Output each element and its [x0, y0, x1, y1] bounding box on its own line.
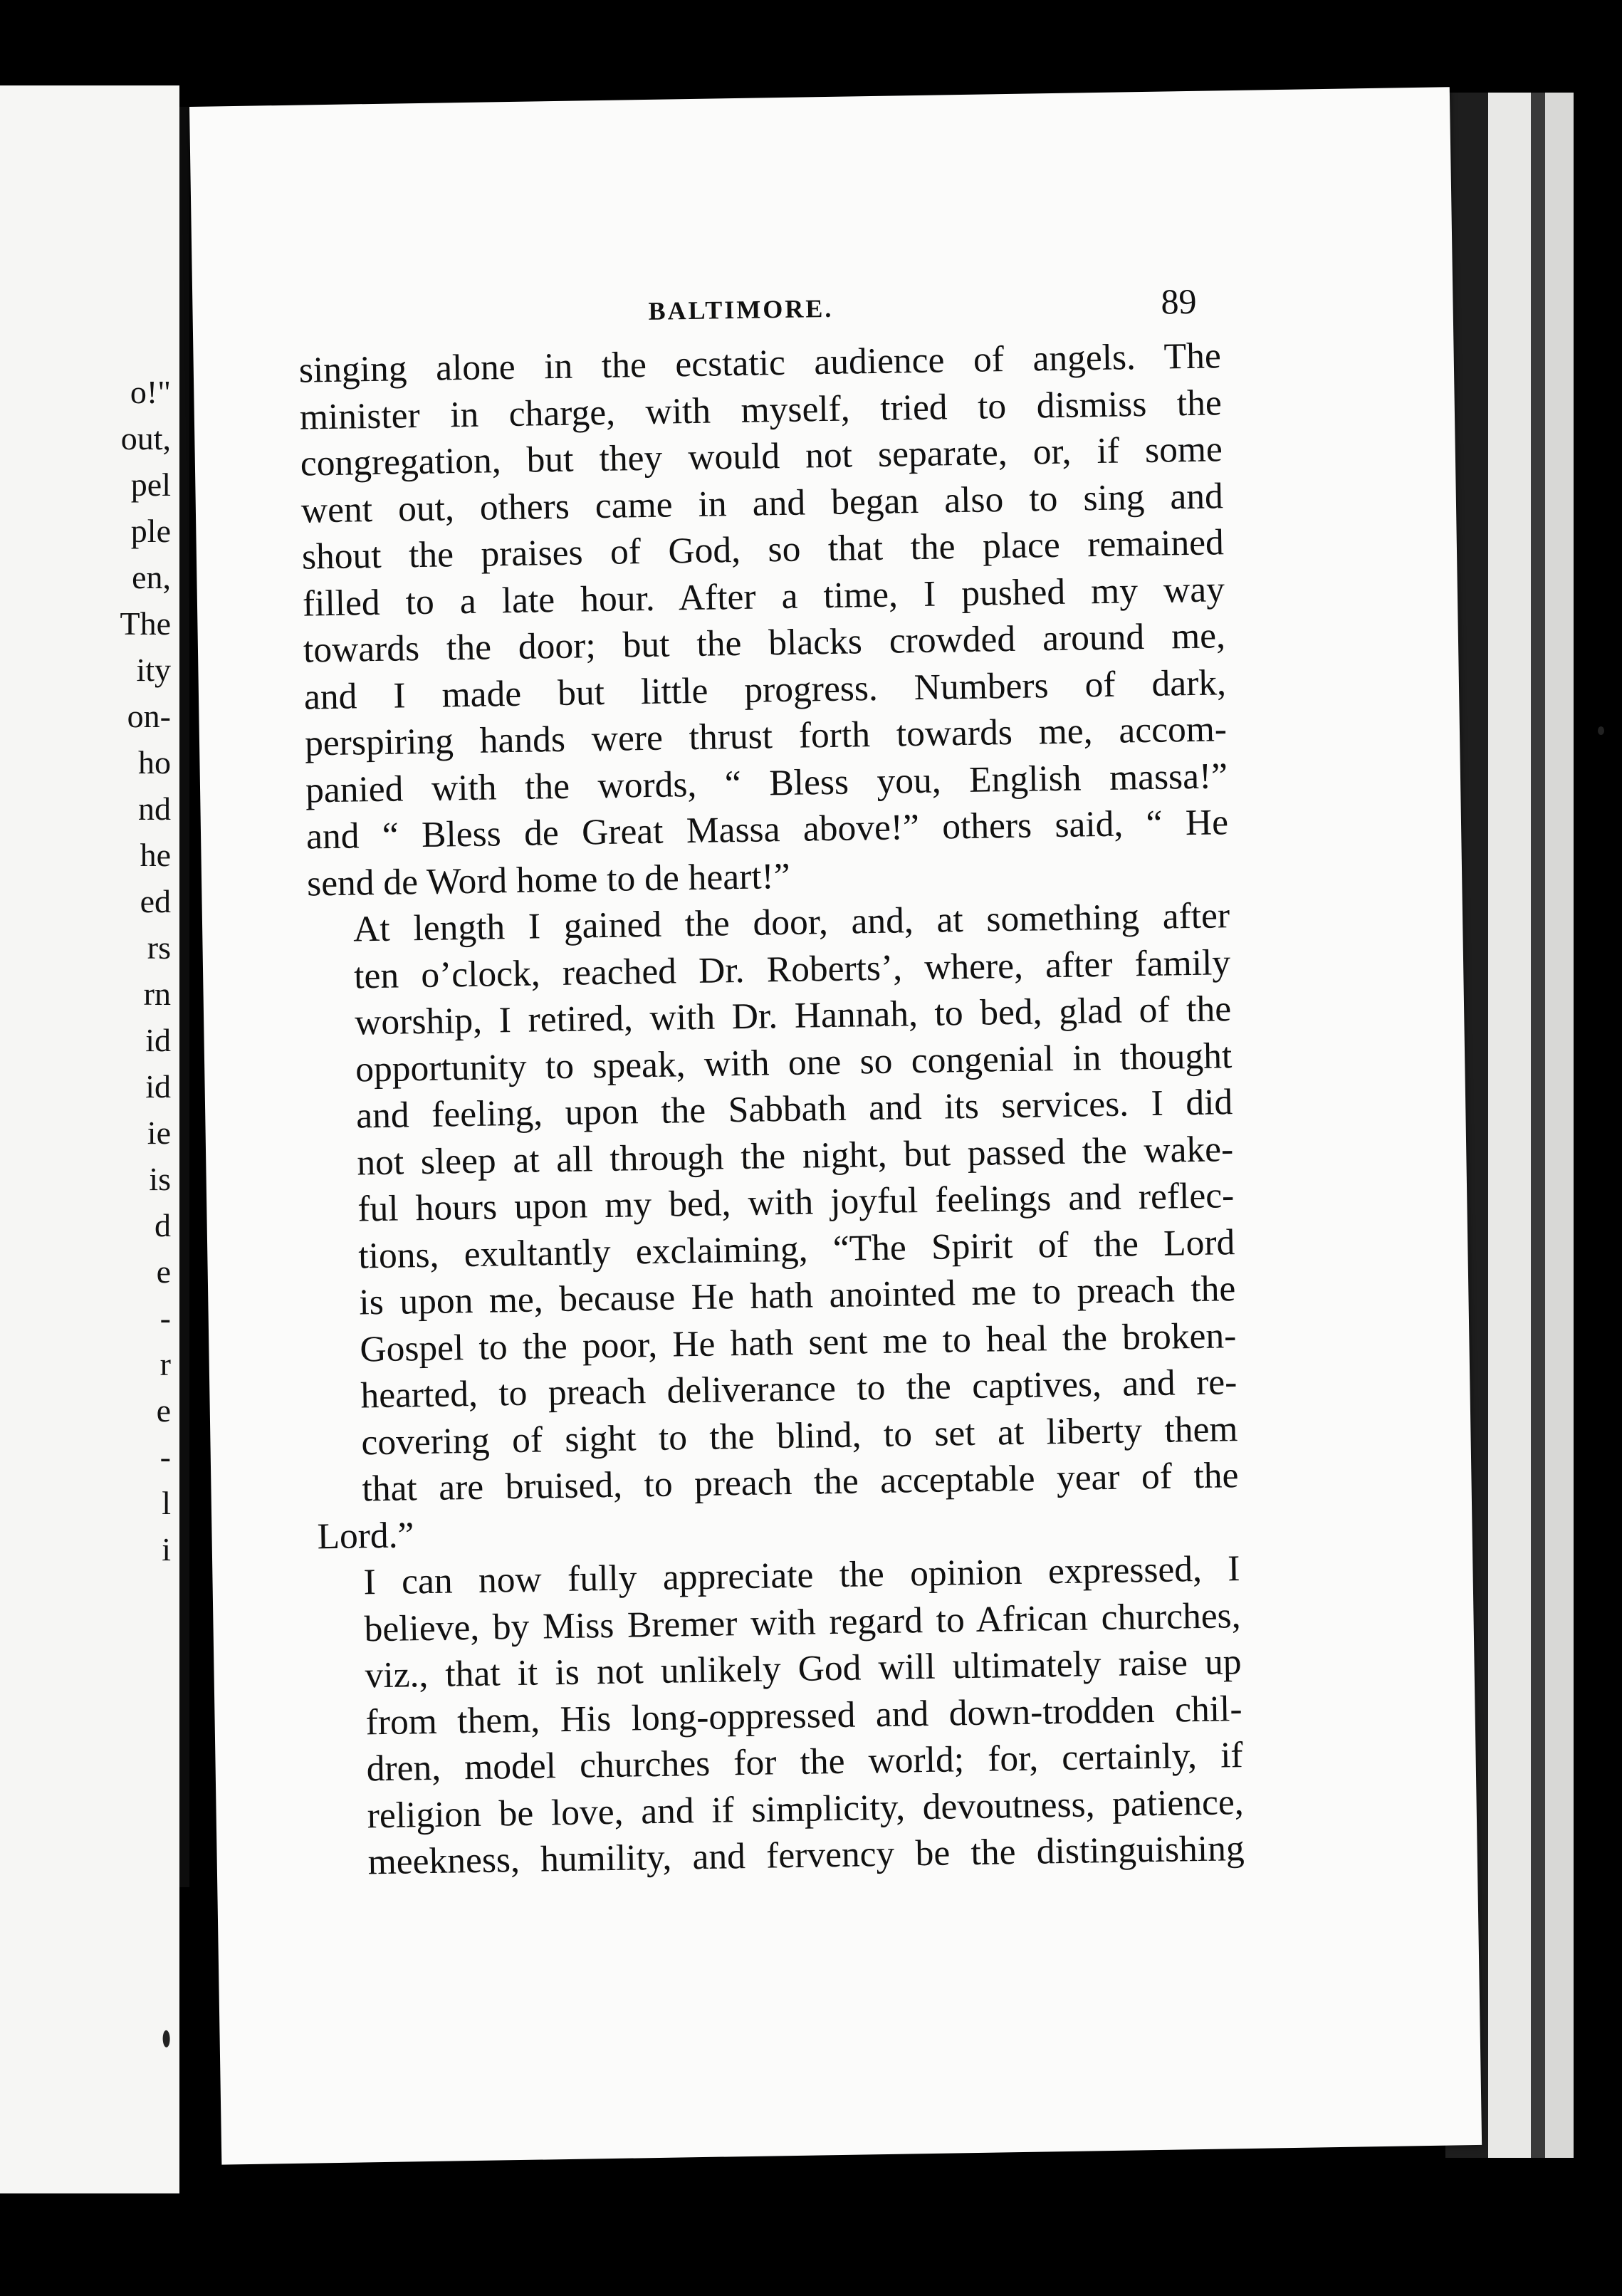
facing-page-fragment: l [162, 1485, 171, 1521]
facing-page-fragment: d [155, 1207, 171, 1243]
text-line: congregation, but they would not separate, or, if some [300, 429, 1223, 484]
text-line: that are bruised, to preach the acceptable year of the [362, 1455, 1239, 1510]
facing-page-fragment: i [162, 1531, 171, 1567]
facing-page-fragment: - [159, 1300, 171, 1336]
facing-page-fragment: o!" [130, 374, 171, 410]
text-line: Lord.” [317, 1514, 414, 1557]
text-line: towards the door; but the blacks crowded around me, [303, 615, 1226, 671]
facing-page-fragment: ie [147, 1115, 171, 1151]
body-text [298, 333, 1245, 1887]
paragraph [318, 1545, 1245, 1887]
facing-page-fragment: e [156, 1253, 171, 1290]
text-line: and “ Bless de Great Massa above!” others said, “ He [305, 802, 1229, 857]
text-line: is upon me, because He hath anointed me to preach the [358, 1268, 1236, 1323]
facing-page-fragment: nd [138, 790, 171, 827]
facing-page-fragment: ple [130, 513, 171, 549]
text-line: opportunity to speak, with one so congenial in thought [355, 1035, 1233, 1090]
text-line: perspiring hands were thrust forth towards me, accom- [304, 709, 1228, 764]
facing-page-fragment: en, [132, 559, 171, 595]
facing-page-fragment: ity [136, 652, 171, 688]
text-line: singing alone in the ecstatic audience of angels. The [298, 335, 1222, 391]
text-line: filled to a late hour. After a time, I pushed my way [302, 568, 1225, 625]
text-line: viz., that it is not unlikely God will ultimately raise up [365, 1642, 1242, 1696]
facing-page-fragment: rn [143, 976, 171, 1012]
paragraph [298, 333, 1228, 860]
facing-page-fragment: on- [127, 698, 171, 734]
text-line: went out, others came in and began also to sing and [300, 475, 1224, 531]
facing-page-sliver [0, 85, 179, 2193]
text-line: ful hours upon my bed, with joyful feelings and reflec- [357, 1175, 1235, 1230]
text-line: worship, I retired, with Dr. Hannah, to bed, glad of the [354, 988, 1232, 1043]
book-gutter [179, 107, 189, 1887]
facing-page-fragment: is [149, 1161, 171, 1197]
text-line: Gospel to the poor, He hath sent me to heal the broken- [359, 1315, 1237, 1369]
ink-speck [1598, 726, 1604, 735]
facing-page-fragment: ho [138, 744, 171, 781]
text-line: believe, by Miss Bremer with regard to African churches, [364, 1595, 1241, 1649]
text-line: shout the praises of God, so that the place remained [301, 522, 1225, 578]
facing-page-fragment: rs [147, 929, 171, 966]
page-edge [1545, 93, 1574, 2158]
facing-page-fragment: r [159, 1346, 171, 1382]
page-edge [1488, 93, 1531, 2158]
text-line: minister in charge, with myself, tried to dismiss the [299, 382, 1223, 438]
page-edge [1531, 93, 1545, 2158]
text-line: religion be love, and if simplicity, devoutness, patience, [367, 1781, 1245, 1836]
facing-page-fragment: id [145, 1068, 171, 1105]
text-line: I can now fully appreciate the opinion expressed, I [363, 1548, 1240, 1603]
text-line: tions, exultantly exclaiming, “The Spirit of the Lord [357, 1221, 1235, 1276]
text-line: not sleep at all through the night, but passed the wake- [356, 1128, 1234, 1183]
text-line: and I made but little progress. Numbers of dark, [303, 662, 1227, 718]
facing-page-fragment: - [159, 1439, 171, 1475]
text-line: send de Word home to de heart!” [306, 855, 790, 904]
text-line: panied with the words, “ Bless you, English massa!” [305, 755, 1228, 811]
page-header [192, 276, 1453, 346]
text-line: At length I gained the door, and, at something after [352, 895, 1230, 950]
text-line: meekness, humility, and fervency be the distinguishing [367, 1828, 1245, 1883]
facing-page-fragment: ed [140, 883, 171, 919]
book-page [189, 87, 1482, 2164]
facing-page-fragment: pel [130, 466, 171, 503]
running-head: BALTIMORE. [648, 293, 834, 325]
text-line: and feeling, upon the Sabbath and its services. I did [355, 1082, 1233, 1137]
text-line: ten o’clock, reached Dr. Roberts’, where, after family [353, 941, 1231, 997]
text-line: from them, His long-oppressed and down-trodden chil- [365, 1688, 1242, 1743]
page-number: 89 [1161, 281, 1197, 322]
facing-page-fragment: he [140, 837, 171, 873]
text-line: covering of sight to the blind, to set at liberty them [361, 1408, 1238, 1463]
facing-page-fragment: id [145, 1022, 171, 1058]
facing-page-fragment: out, [120, 420, 171, 456]
text-line: hearted, to preach deliverance to the captives, and re- [360, 1362, 1238, 1416]
facing-page-fragment: e [156, 1392, 171, 1429]
facing-page-fragment: The [120, 605, 171, 642]
paragraph [308, 892, 1239, 1513]
text-line: dren, model churches for the world; for, certainly, if [366, 1735, 1243, 1790]
ink-speck [162, 2030, 169, 2047]
